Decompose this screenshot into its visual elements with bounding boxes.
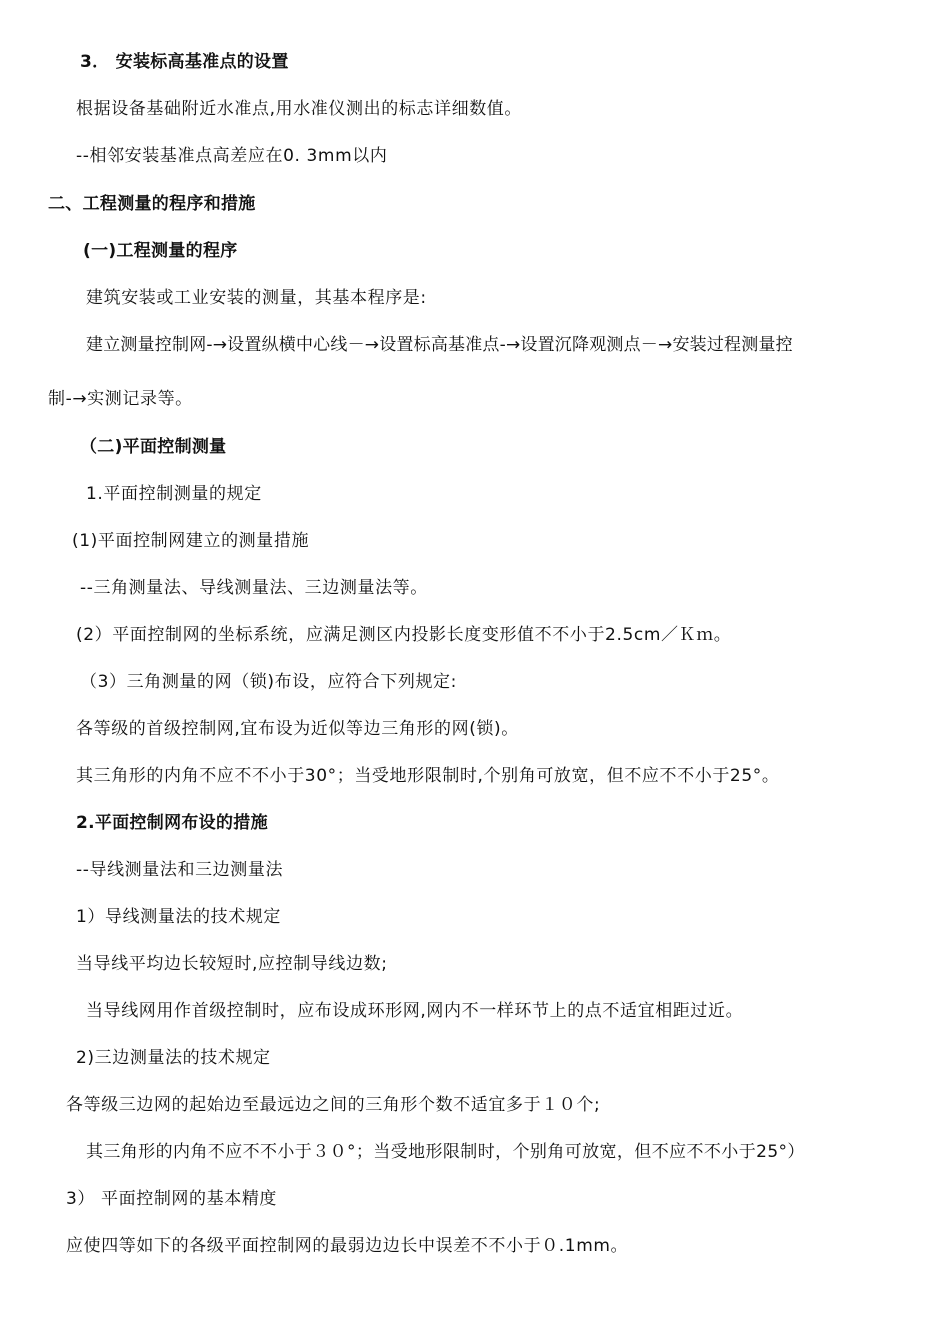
paragraph: (2）平面控制网的坐标系统，应满足测区内投影长度变形值不不小于2.5cm／Ｋｍ。 bbox=[76, 625, 732, 645]
subsection-heading: （二)平面控制测量 bbox=[80, 437, 227, 457]
paragraph: 1）导线测量法的技术规定 bbox=[76, 907, 282, 927]
paragraph: 当导线平均边长较短时,应控制导线边数; bbox=[76, 954, 388, 974]
paragraph: 根据设备基础附近水准点,用水准仪测出的标志详细数值。 bbox=[76, 99, 523, 119]
paragraph: --相邻安装基准点高差应在0. 3mm以内 bbox=[76, 146, 388, 166]
paragraph: 1.平面控制测量的规定 bbox=[86, 484, 262, 504]
paragraph: 制-→实测记录等。 bbox=[48, 389, 193, 409]
heading-benchmark-setup: 3． 安装标高基准点的设置 bbox=[80, 52, 289, 72]
subsection-heading: (一)工程测量的程序 bbox=[83, 241, 238, 261]
paragraph: --三角测量法、导线测量法、三边测量法等。 bbox=[80, 578, 428, 598]
paragraph: 建立测量控制网-→设置纵横中心线－→设置标高基准点-→设置沉降观测点－→安装过程测量控 bbox=[86, 335, 793, 355]
paragraph: 其三角形的内角不应不不小于３０°；当受地形限制时，个别角可放宽，但不应不不小于25°） bbox=[86, 1142, 805, 1162]
paragraph: 其三角形的内角不应不不小于30°；当受地形限制时,个别角可放宽，但不应不不小于25°。 bbox=[76, 766, 780, 786]
paragraph: --导线测量法和三边测量法 bbox=[76, 860, 284, 880]
paragraph: 应使四等如下的各级平面控制网的最弱边边长中误差不不小于０.1mm。 bbox=[66, 1236, 629, 1256]
paragraph: 各等级的首级控制网,宜布设为近似等边三角形的网(锁)。 bbox=[76, 719, 519, 739]
paragraph: （3）三角测量的网（锁)布设，应符合下列规定: bbox=[80, 672, 457, 692]
paragraph: 建筑安装或工业安装的测量，其基本程序是: bbox=[86, 288, 427, 308]
section-heading: 二、工程测量的程序和措施 bbox=[48, 194, 256, 214]
paragraph: 当导线网用作首级控制时，应布设成环形网,网内不一样环节上的点不适宜相距过近。 bbox=[86, 1001, 744, 1021]
paragraph: 2)三边测量法的技术规定 bbox=[76, 1048, 271, 1068]
paragraph: 3） 平面控制网的基本精度 bbox=[66, 1189, 278, 1209]
paragraph: (1)平面控制网建立的测量措施 bbox=[72, 531, 310, 551]
paragraph: 各等级三边网的起始边至最远边之间的三角形个数不适宜多于１０个; bbox=[66, 1095, 601, 1115]
subsection-heading: 2.平面控制网布设的措施 bbox=[76, 813, 268, 833]
